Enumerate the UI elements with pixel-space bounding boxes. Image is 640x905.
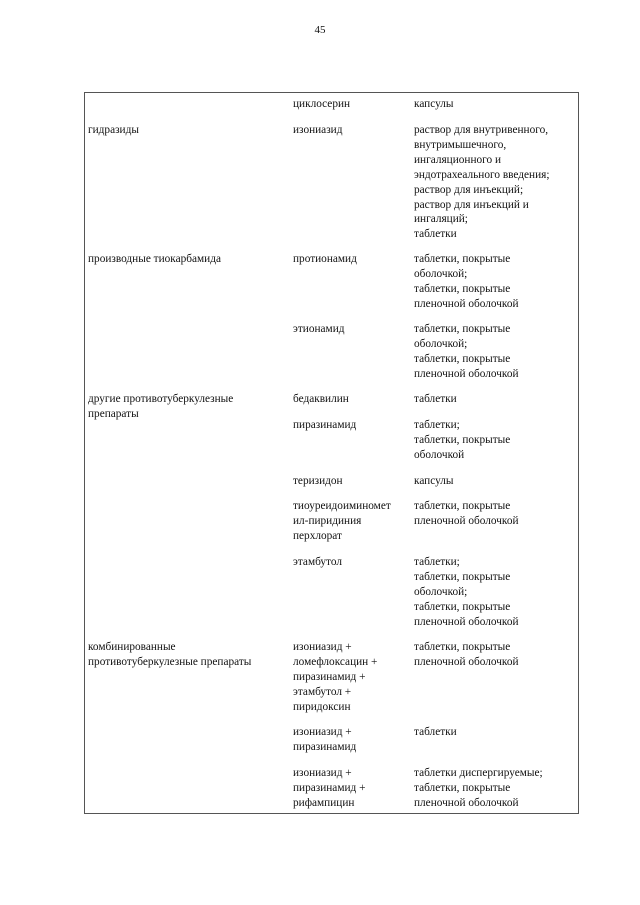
drug-name: тиоуреидоиминомет ил-пиридиния перхлорат	[293, 500, 391, 542]
drug-group: комбинированные противотуберкулезные препараты	[88, 641, 252, 668]
drug-name: пиразинамид	[293, 419, 357, 431]
drug-name: бедаквилин	[293, 393, 349, 405]
dosage-form: таблетки, покрытые пленочной оболочкой	[414, 500, 519, 527]
dosage-form: раствор для внутривенного, внутримышечного, ингаляционного и эндотрахеального введения; раствор для инъекций; раствор для инъекций и ингаляций; таблетки	[414, 124, 550, 241]
drug-name: изониазид + ломефлоксацин + пиразинамид + этамбутол + пиридоксин	[293, 641, 378, 713]
drug-group: производные тиокарбамида	[88, 253, 221, 265]
dosage-form: таблетки, покрытые пленочной оболочкой	[414, 641, 519, 668]
drug-name: изониазид + пиразинамид	[293, 726, 357, 753]
dosage-form: таблетки диспергируемые; таблетки, покрытые пленочной оболочкой	[414, 767, 543, 809]
drug-name: этамбутол	[293, 556, 342, 568]
dosage-form: таблетки; таблетки, покрытые оболочкой; таблетки, покрытые пленочной оболочкой	[414, 556, 519, 628]
dosage-form: таблетки	[414, 393, 457, 405]
drug-name: теризидон	[293, 475, 343, 487]
dosage-form: таблетки	[414, 726, 457, 738]
drug-group: другие противотуберкулезные препараты	[88, 393, 234, 420]
dosage-form: капсулы	[414, 98, 454, 110]
page-number: 45	[314, 24, 326, 36]
dosage-form: таблетки; таблетки, покрытые оболочкой	[414, 419, 511, 461]
drug-group: гидразиды	[88, 124, 139, 136]
drug-name: этионамид	[293, 323, 345, 335]
dosage-form: капсулы	[414, 475, 454, 487]
drug-name: изониазид	[293, 124, 343, 136]
dosage-form: таблетки, покрытые оболочкой; таблетки, покрытые пленочной оболочкой	[414, 323, 519, 380]
drug-name: изониазид + пиразинамид + рифампицин	[293, 767, 366, 809]
drug-name: протионамид	[293, 253, 357, 265]
dosage-form: таблетки, покрытые оболочкой; таблетки, покрытые пленочной оболочкой	[414, 253, 519, 310]
drug-name: циклосерин	[293, 98, 351, 110]
